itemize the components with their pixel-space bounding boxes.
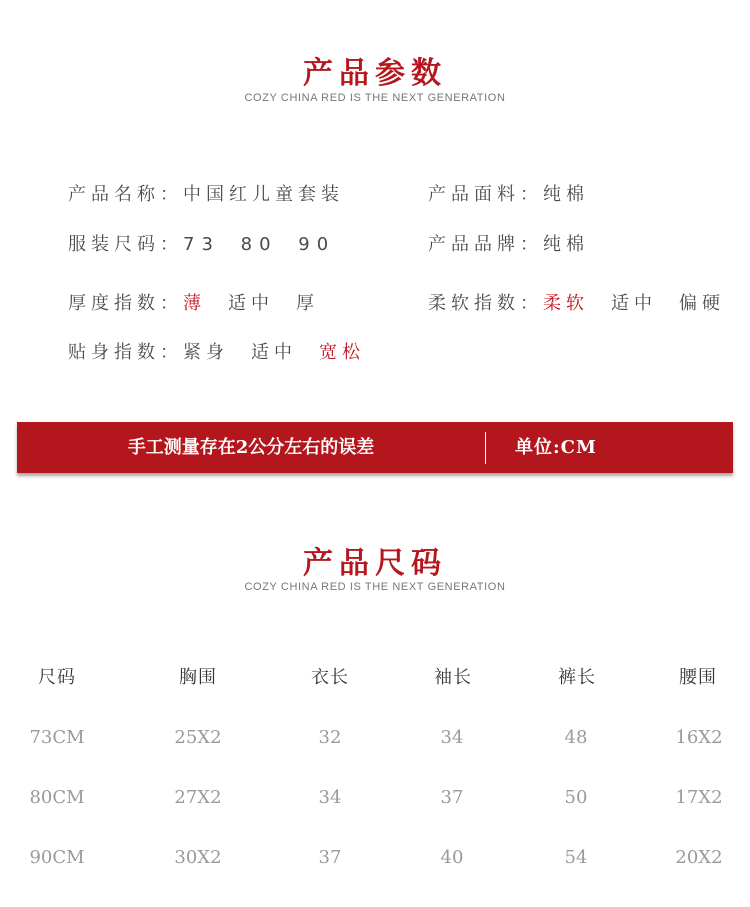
param-fit-label: 贴身指数：: [68, 342, 183, 363]
thickness-option: 适中: [228, 293, 274, 314]
table-header-cell: 胸围: [179, 667, 217, 688]
param-brand-value: 纯棉: [543, 234, 589, 255]
params-subtitle: COZY CHINA RED IS THE NEXT GENERATION: [244, 92, 506, 104]
param-brand: [428, 230, 589, 256]
thickness-option: 薄: [183, 293, 206, 314]
table-cell: 30X2: [174, 847, 222, 868]
table-cell: 20X2: [675, 847, 723, 868]
table-cell: 73CM: [29, 727, 85, 748]
param-size-value: 73 80 90: [183, 234, 336, 255]
table-cell: 16X2: [675, 727, 723, 748]
table-cell: 37: [318, 847, 342, 868]
table-row: [0, 838, 750, 878]
thickness-option: 厚: [296, 293, 319, 314]
param-product-name: [68, 180, 344, 206]
table-header-cell: 袖长: [434, 667, 472, 688]
table-row: [0, 778, 750, 818]
table-cell: 34: [318, 787, 342, 808]
param-softness: [428, 289, 725, 315]
unit-label: 单位:CM: [515, 437, 597, 458]
param-product-name-label: 产品名称：: [68, 184, 183, 205]
banner-divider: [485, 432, 486, 464]
table-cell: 54: [564, 847, 588, 868]
param-size: [68, 230, 335, 256]
softness-option: 偏硬: [679, 293, 725, 314]
sizes-title: 产品尺码: [303, 546, 447, 581]
table-header-cell: 尺码: [38, 667, 76, 688]
table-cell: 34: [440, 727, 464, 748]
table-cell: 37: [440, 787, 464, 808]
param-size-label: 服装尺码：: [68, 234, 183, 255]
fit-option: 紧身: [183, 342, 229, 363]
table-cell: 50: [564, 787, 588, 808]
table-cell: 90CM: [29, 847, 85, 868]
param-fit: [68, 338, 365, 364]
param-brand-label: 产品品牌：: [428, 234, 543, 255]
param-softness-label: 柔软指数：: [428, 293, 543, 314]
param-fabric-label: 产品面料：: [428, 184, 543, 205]
table-cell: 32: [318, 727, 342, 748]
table-header-cell: 裤长: [558, 667, 596, 688]
table-cell: 27X2: [174, 787, 222, 808]
param-fabric-value: 纯棉: [543, 184, 589, 205]
param-fabric: [428, 180, 589, 206]
table-header-cell: 衣长: [311, 667, 349, 688]
sizes-subtitle: COZY CHINA RED IS THE NEXT GENERATION: [244, 581, 506, 593]
table-cell: 25X2: [174, 727, 222, 748]
table-header-cell: 腰围: [679, 667, 717, 688]
softness-option: 柔软: [543, 293, 589, 314]
table-cell: 80CM: [29, 787, 85, 808]
param-thickness: [68, 289, 319, 315]
fit-option: 宽松: [319, 342, 365, 363]
table-cell: 40: [440, 847, 464, 868]
table-row: [0, 718, 750, 758]
params-title: 产品参数: [303, 56, 447, 91]
table-header-row: [0, 658, 750, 698]
measurement-note: 手工测量存在2公分左右的误差: [127, 437, 375, 458]
fit-option: 适中: [251, 342, 297, 363]
table-cell: 48: [564, 727, 588, 748]
param-thickness-label: 厚度指数：: [68, 293, 183, 314]
param-product-name-value: 中国红儿童套装: [183, 184, 344, 205]
table-cell: 17X2: [675, 787, 723, 808]
measurement-banner: [17, 422, 733, 473]
softness-option: 适中: [611, 293, 657, 314]
